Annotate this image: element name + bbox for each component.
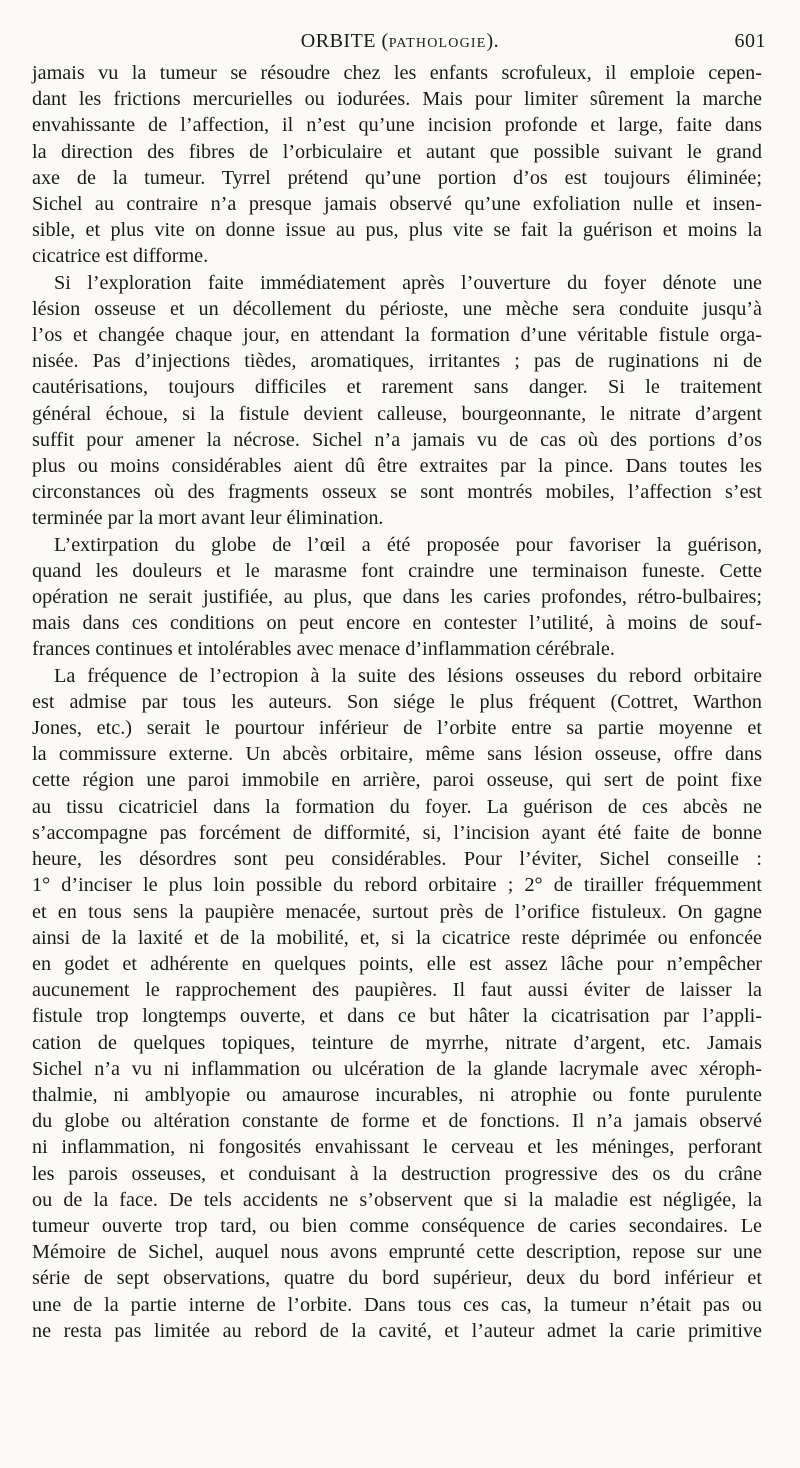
text-line: dant les frictions mercurielles ou iodurées. Mais pour limiter sûrement la marche bbox=[32, 88, 762, 111]
text-line: Jones, etc.) serait le pourtour inférieur de l’orbite entre sa partie moyenne et bbox=[32, 717, 762, 740]
running-title bbox=[32, 30, 768, 53]
text-line: les parois osseuses, et conduisant à la destruction progressive des os du crâne bbox=[32, 1162, 762, 1185]
text-line: plus ou moins considérables aient dû être extraites par la pince. Dans toutes les bbox=[32, 455, 762, 478]
text-line: terminée par la mort avant leur élimination. bbox=[32, 507, 384, 530]
text-line: ou de la face. De tels accidents ne s’observent que si la maladie est négligée, la bbox=[32, 1188, 762, 1211]
text-line: frances continues et intolérables avec menace d’inflammation cérébrale. bbox=[32, 638, 615, 661]
body-text bbox=[32, 60, 762, 1344]
text-line: thalmie, ni amblyopie ou amaurose incurables, ni atrophie ou fonte purulente bbox=[32, 1083, 762, 1106]
text-line: La fréquence de l’ectropion à la suite des lésions osseuses du rebord orbitaire bbox=[54, 664, 762, 687]
text-line: heure, les désordres sont peu considérables. Pour l’éviter, Sichel conseille : bbox=[32, 848, 762, 871]
text-line: s’accompagne pas forcément de difformité, si, l’incision ayant été faite de bonne bbox=[32, 821, 762, 844]
text-line: cicatrice est difforme. bbox=[32, 245, 209, 268]
text-line: axe de la tumeur. Tyrrel prétend qu’une portion d’os est toujours éliminée; bbox=[32, 166, 762, 189]
page-number: 601 bbox=[734, 30, 766, 52]
text-line: la direction des fibres de l’orbiculaire et autant que possible suivant le grand bbox=[32, 140, 762, 163]
text-line: série de sept observations, quatre du bord supérieur, deux du bord inférieur et bbox=[32, 1267, 762, 1290]
text-line: 1° d’inciser le plus loin possible du rebord orbitaire ; 2° de tirailler fréquemment bbox=[32, 874, 762, 897]
text-line: Sichel au contraire n’a presque jamais observé qu’une exfoliation nulle et insen- bbox=[32, 193, 762, 216]
text-line: lésion osseuse et un décollement du périoste, une mèche sera conduite jusqu’à bbox=[32, 297, 762, 320]
running-title-main: ORBITE ( bbox=[300, 30, 389, 52]
text-line: quand les douleurs et le marasme font craindre une terminaison funeste. Cette bbox=[32, 559, 762, 582]
text-line: Si l’exploration faite immédiatement après l’ouverture du foyer dénote une bbox=[54, 271, 762, 294]
text-line: une de la partie interne de l’orbite. Dans tous ces cas, la tumeur n’était pas ou bbox=[32, 1293, 762, 1316]
text-line: en godet et adhérente en quelques points, elle est assez lâche pour n’empêcher bbox=[32, 952, 762, 975]
text-line: ne resta pas limitée au rebord de la cavité, et l’auteur admet la carie primitive bbox=[32, 1319, 762, 1342]
text-line: au tissu cicatriciel dans la formation du foyer. La guérison de ces abcès ne bbox=[32, 795, 762, 818]
text-line: aucunement le rapprochement des paupières. Il faut aussi éviter de laisser la bbox=[32, 979, 762, 1002]
text-line: est admise par tous les auteurs. Son siége le plus fréquent (Cottret, Warthon bbox=[32, 690, 762, 713]
running-title-end: ). bbox=[486, 30, 500, 52]
running-title-subject: PATHOLOGIE bbox=[388, 36, 487, 51]
running-header bbox=[32, 30, 768, 60]
text-line: opération ne serait justifiée, au plus, que dans les caries profondes, rétro-bulbaires; bbox=[32, 586, 762, 609]
text-line: ainsi de la laxité et de la mobilité, et, si la cicatrice reste déprimée ou enfoncée bbox=[32, 926, 762, 949]
text-line: jamais vu la tumeur se résoudre chez les enfants scrofuleux, il emploie cepen- bbox=[32, 62, 762, 84]
text-line: envahissante de l’affection, il n’est qu’une incision profonde et large, faite dans bbox=[32, 114, 762, 137]
text-line: sible, et plus vite on donne issue au pus, plus vite se fait la guérison et moins la bbox=[32, 219, 762, 242]
text-line: mais dans ces conditions on peut encore en contester l’utilité, à moins de souf- bbox=[32, 612, 762, 635]
text-line: fistule trop longtemps ouverte, et dans ce but hâter la cicatrisation par l’appli- bbox=[32, 1005, 762, 1028]
text-line: nisée. Pas d’injections tièdes, aromatiques, irritantes ; pas de ruginations ni de bbox=[32, 350, 762, 373]
text-line: cautérisations, toujours difficiles et rarement sans danger. Si le traitement bbox=[32, 376, 762, 399]
text-line: suffit pour amener la nécrose. Sichel n’a jamais vu de cas où des portions d’os bbox=[32, 428, 762, 451]
text-line: cette région une paroi immobile en arrière, paroi osseuse, qui sert de point fixe bbox=[32, 769, 762, 792]
text-line: L’extirpation du globe de l’œil a été proposée pour favoriser la guérison, bbox=[54, 533, 762, 556]
text-line: tumeur ouverte trop tard, ou bien comme conséquence de caries secondaires. Le bbox=[32, 1214, 762, 1237]
text-line: Sichel n’a vu ni inflammation ou ulcération de la glande lacrymale avec xéroph- bbox=[32, 1057, 762, 1080]
text-line: Mémoire de Sichel, auquel nous avons emprunté cette description, repose sur une bbox=[32, 1241, 762, 1264]
text-line: l’os et changée chaque jour, en attendant la formation d’une véritable fistule orga- bbox=[32, 324, 762, 347]
text-line: général échoue, si la fistule devient calleuse, bourgeonnante, le nitrate d’argent bbox=[32, 402, 762, 425]
text-line: du globe ou altération constante de forme et de fonctions. Il n’a jamais observé bbox=[32, 1110, 762, 1133]
text-line: et en tous sens la paupière menacée, surtout près de l’orifice fistuleux. On gagne bbox=[32, 900, 762, 923]
text-line: cation de quelques topiques, teinture de myrrhe, nitrate d’argent, etc. Jamais bbox=[32, 1031, 762, 1054]
text-line: la commissure externe. Un abcès orbitaire, même sans lésion osseuse, offre dans bbox=[32, 743, 762, 766]
text-line: ni inflammation, ni fongosités envahissant le cerveau et les méninges, perforant bbox=[32, 1136, 762, 1159]
text-line: circonstances où des fragments osseux se sont montrés mobiles, l’affection s’est bbox=[32, 481, 762, 504]
